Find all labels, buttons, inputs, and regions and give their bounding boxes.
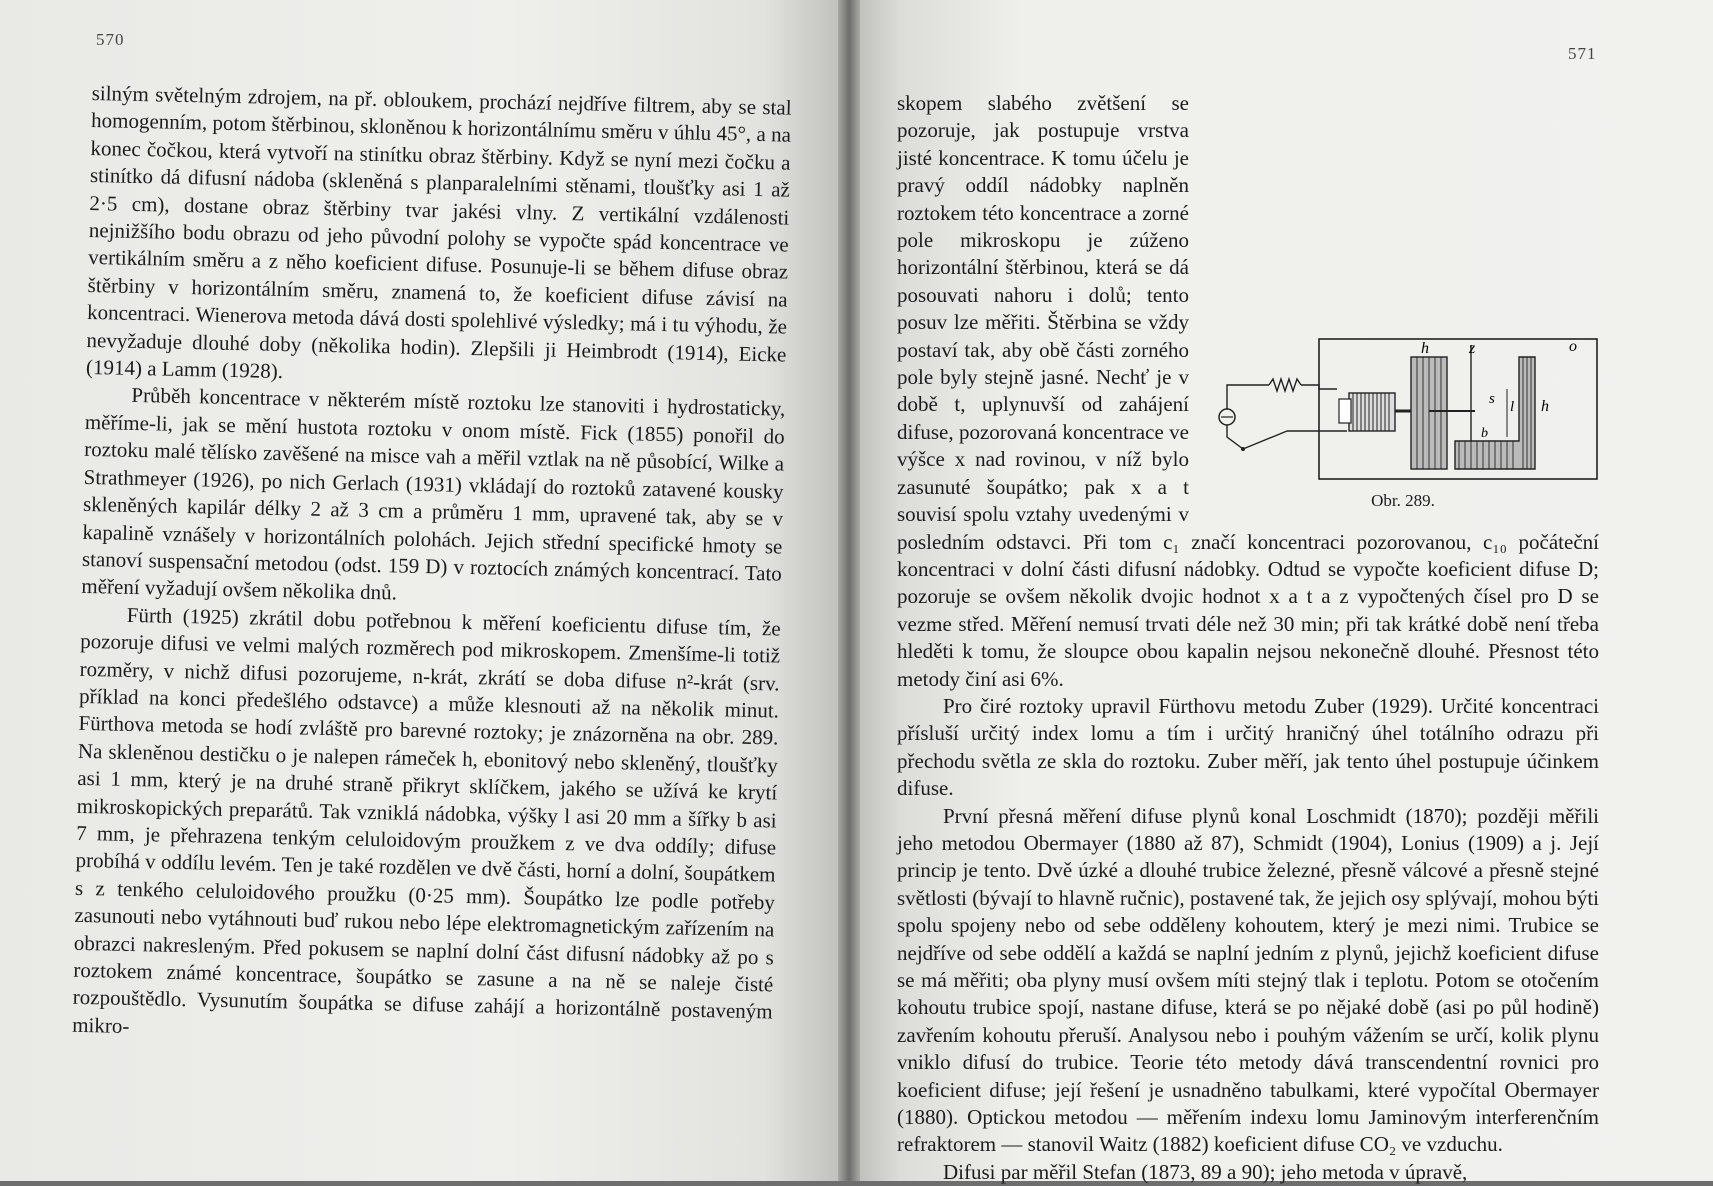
page-number-right: 571 <box>1568 44 1597 63</box>
paragraph: První přesná měření difuse plynů konal Loschmidt (1870); později měřili jeho metodou Obermayer (1880 až 87), Schmidt (1904), Lonius (1909) a j. Její princip je tento. Dvě úzké a dlouhé trubice železné, přesně válcové a přesně stejné světlosti (bývají to hlavně ručnic), postavené tak, že jejich osy splývají, mohou býti spolu spojeny nebo od sebe odděleny kohoutem, který je mezi nimi. Trubice se nejdříve od sebe oddělí a každá se naplní jedním z plynů, jejichž koeficient difuse se má měřiti; oba plyny musí ovšem míti stejný tlak i teplotu. Potom se otočením kohoutu trubice spojí, nastane difuse, která se po nějaké době (asi po půl hodině) zavřením kohoutu přeruší. Analysou nebo i pouhým vážením se určí, kolik plynu vniklo difusí do trubice. Teorie této metody dává transcendentní rovnici pro koeficient difuse; její řešení je usnadněno tabulkami, které vypočítal Obermayer (1880). Optickou metodou — měřením indexu lomu Jaminovým interferenčním refraktorem — stanovil Waitz (1882) koeficient difuse CO₂ ve vzduchu. <box>897 803 1599 1157</box>
label-h-top: h <box>1421 340 1429 357</box>
label-o: o <box>1569 338 1577 355</box>
label-l: l <box>1510 399 1515 415</box>
label-b: b <box>1481 426 1488 441</box>
paragraph: silným světelným zdrojem, na př. obloukem, prochází nejdříve filtrem, aby se stal homogenním, potom štěrbinou, skloněnou k horizontálnímu směru v úhlu 45°, a na konec čočkou, která vytvoří na stinítku obraz štěrbiny. Když se nyní mezi čočku a stinítko dá difusní nádoba (skleněná s planparalelními stěnami, tloušťky asi 1 až 2·5 cm), dostane obraz štěrbiny tvar jakési vlny. Z vertikální vzdálenosti nejnižšího bodu obrazu od jeho původní polohy se vypočte spád koncentrace ve vertikálním směru a z něho koeficient difuse. Posunuje-li se během difuse obraz štěrbiny v horizontálním směru, znamená to, že koeficient difuse závisí na koncentraci. Wienerova metoda dává dosti spolehlivé výsledky; má i tu výhodu, že nevyžaduje dlouhé doby (několika hodin). Zlepšili ji Heimbrodt (1914), Eicke (1914) a Lamm (1928). <box>85 80 792 384</box>
paragraph: Průběh koncentrace v některém místě roztoku lze stanoviti i hydrostaticky, měříme-li, jak se mění hustota roztoku v onom místě. Fick (1855) ponořil do roztoku malé tělísko zavěšené na misce vah a měřil vztlak na ně působící, Wilke a Strathmeyer (1926), po nich Gerlach (1931) vkládají do roztoků zatavené kousky skleněných kapilár délky 2 až 3 cm a průměru 1 mm, upravené tak, aby se v kapalině vznášely v horizontálních polohách. Jejich střední specifické hmoty se stanoví suspensační metodou (odst. 159 D) v roztocích známých koncentrací. Tato měření vyžadují ovšem několika dnů. <box>81 383 786 605</box>
left-page <box>0 0 848 1181</box>
paragraph: Pro čiré roztoky upravil Fürthovu metodu Zuber (1929). Určité koncentraci přísluší určitý index lomu a tím i určitý hraničný úhel totálního odrazu při přechodu světla ze skla do roztoku. Zuber měří, jak tento úhel postupuje účinkem difuse. <box>897 693 1599 801</box>
paragraph: Fürth (1925) zkrátil dobu potřebnou k měření koeficientu difuse tím, že pozoruje difusi ve velmi malých rozměrech pod mikroskopem. Zmenšíme-li totiž rozměry, v nichž difusi pozorujeme, n-krát, zkrátí se doba difuse n²-krát (srv. příklad na konci předešlého odstavce) a může klesnouti až na několik minut. Fürthova metoda se hodí zvláště pro barevné roztoky; je znázorněna na obr. 289. Na skleněnou destičku o je nalepen rámeček h, ebonitový nebo skleněný, tloušťky asi 1 mm, který je na druhé straně přikryt sklíčkem, jakého se užívá ke krytí mikroskopických preparátů. Tak vzniklá nádobka, výšky l asi 20 mm a šířky b asi 7 mm, je přehrazena tenkým celuloidovým proužkem z ve dva oddíly; difuse probíhá v oddílu levém. Ten je také rozdělen ve dvě části, horní a dolní, šoupátkem s z tenkého celuloidového proužku (0·25 mm). Šoupátko lze podle potřeby zasunouti nebo vytáhnouti buď rukou nebo lépe elektromagnetickým zařízením na obrazci nakresleným. Před pokusem se naplní dolní část difusní nádobky až po s roztokem známé koncentrace, šoupátko se zasune a na ně se naleje čisté rozpouštědlo. Vysunutím šoupátka se difuse zahájí a horizontálně postaveným mikro- <box>71 602 781 1038</box>
book-gutter <box>838 0 860 1181</box>
right-page-text <box>897 90 1599 1186</box>
figure-caption: Obr. 289. <box>1371 491 1435 510</box>
diffusion-apparatus-diagram <box>1207 337 1599 487</box>
label-z: z <box>1469 340 1476 357</box>
left-page-text <box>72 80 792 1054</box>
page-number-left: 570 <box>96 30 125 49</box>
figure-289 <box>1207 337 1599 517</box>
label-s: s <box>1489 391 1495 407</box>
paragraph: Difusi par měřil Stefan (1873, 89 a 90); jeho metoda v úpravě, <box>943 1159 1468 1184</box>
label-h-side: h <box>1541 398 1549 415</box>
paragraph: skopem slabého zvětšení se pozoruje, jak postupuje vrstva jisté koncentrace. K tomu účelu je pravý oddíl nádobky naplněn roztokem této koncentrace a zorné pole mikroskopu je zúženo horizontální štěrbinou, která se dá posouvati nahoru i dolů; tento posuv lze měřiti. Štěrbina se vždy postaví tak, aby obě části zorného pole byly stejně jasné. Nechť je v době t, uplynuvší od zahájení difuse, pozorovaná koncentrace ve výšce x nad rovinou, v níž bylo zasunuté šoupátko; pak x a t souvisí spolu vztahy uvedenými v posledním odstavci. Při tom c₁ značí koncentraci pozorovanou, c₁₀ počáteční koncentraci v dolní části difusní nádobky. Odtud se vypočte koeficient difuse D; pozoruje se ovšem několik dvojic hodnot x a t a z vypočtených čísel pro D se vezme střed. Měření nemusí trvati déle než 30 min; při tak krátké době není třeba hleděti k tomu, že sloupce obou kapalin nejsou nekonečně dlouhé. Přesnost této metody činí asi 6%. <box>897 91 1599 691</box>
